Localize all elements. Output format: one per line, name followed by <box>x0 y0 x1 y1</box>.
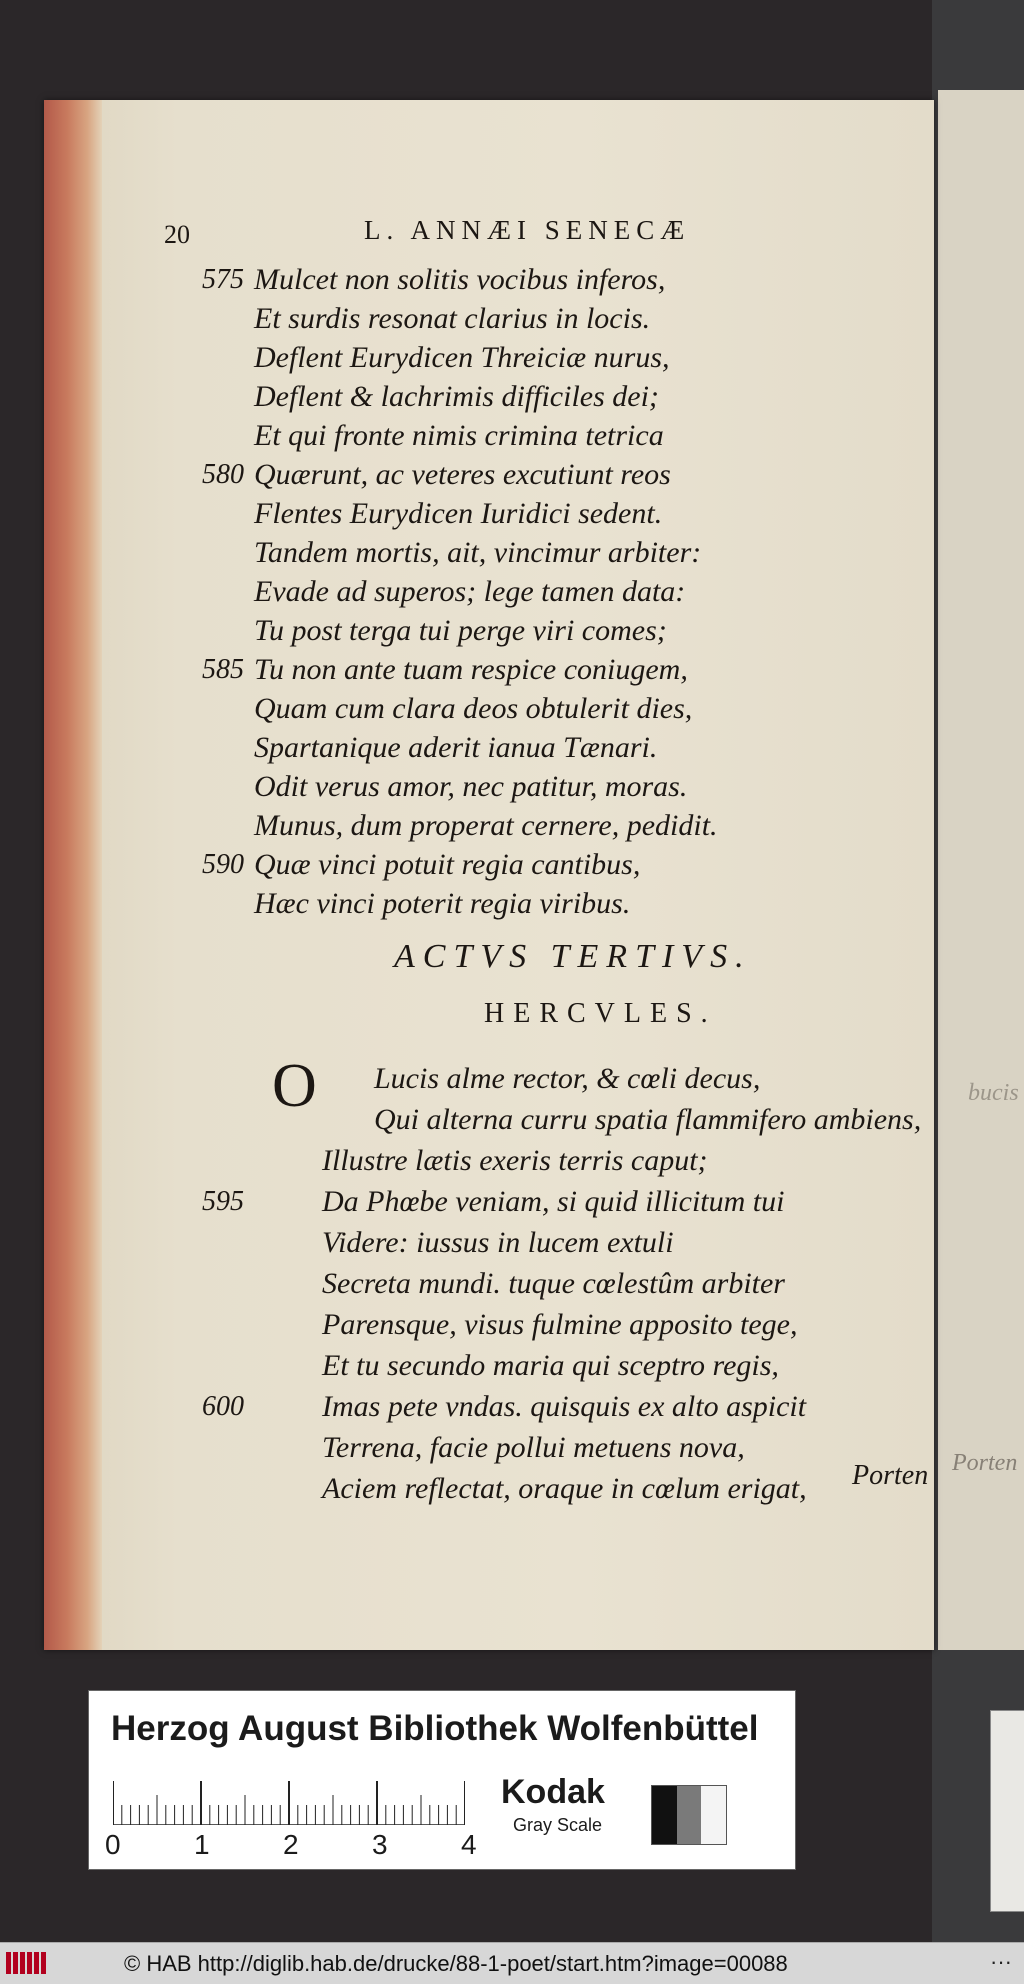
gray-patch <box>701 1786 726 1844</box>
verse-line <box>44 806 934 845</box>
ruler-number: 2 <box>283 1829 299 1860</box>
verse-text: Et qui fronte nimis crimina tetrica <box>254 419 664 452</box>
verse-line <box>44 884 934 923</box>
verse-text: Imas pete vndas. quisquis ex alto aspicit <box>322 1390 807 1423</box>
ruler-number: 4 <box>461 1829 477 1860</box>
verse-line <box>44 845 934 884</box>
verse-text: Mulcet non solitis vocibus inferos, <box>254 263 666 296</box>
gray-scale-patches <box>651 1785 727 1845</box>
gray-patch <box>652 1786 677 1844</box>
page-text <box>44 100 934 1650</box>
verse-line <box>44 689 934 728</box>
copyright-url: © HAB http://diglib.hab.de/drucke/88-1-poet/start.htm?image=00088 <box>124 1951 788 1976</box>
verse-line <box>44 1099 934 1140</box>
verse-line <box>44 338 934 377</box>
verse-text: Terrena, facie pollui metuens nova, <box>322 1431 745 1464</box>
ruler-number: 1 <box>194 1829 210 1860</box>
verse-line <box>44 1427 934 1468</box>
next-page-edge <box>938 90 1024 1650</box>
verse-text: Hæc vinci poterit regia viribus. <box>254 887 631 920</box>
verse-line <box>44 1263 934 1304</box>
verse-line <box>44 377 934 416</box>
line-number: 590 <box>202 849 244 880</box>
verse-text: Deflent & lachrimis difficiles dei; <box>254 380 659 413</box>
verse-text: Parensque, visus fulmine apposito tege, <box>322 1308 798 1341</box>
speaker-name: HERCVLES. <box>484 998 717 1029</box>
line-number: 595 <box>202 1186 244 1217</box>
verse-text: Qui alterna curru spatia flammifero ambiens, <box>374 1103 922 1136</box>
scale-ruler <box>113 1781 465 1825</box>
hab-logo-icon <box>6 1952 46 1974</box>
verse-line <box>44 572 934 611</box>
verse-line <box>44 611 934 650</box>
catchword: Porten <box>852 1460 929 1491</box>
verse-text: Deflent Eurydicen Threiciæ nurus, <box>254 341 670 374</box>
verse-text: Illustre lætis exeris terris caput; <box>322 1144 708 1177</box>
verse-text: Videre: iussus in lucem extuli <box>322 1226 674 1259</box>
gray-scale-label: Gray Scale <box>513 1815 603 1835</box>
verse-line <box>44 299 934 338</box>
kodak-brand: Kodak <box>501 1773 605 1811</box>
verse-text: Flentes Eurydicen Iuridici sedent. <box>254 497 663 530</box>
verse-line <box>44 1222 934 1263</box>
verse-line <box>44 416 934 455</box>
verse-line <box>44 1140 934 1181</box>
verse-line <box>44 767 934 806</box>
verse-text: Tandem mortis, ait, vincimur arbiter: <box>254 536 702 569</box>
verse-line <box>44 1058 934 1099</box>
line-number: 575 <box>202 264 244 295</box>
more-options-icon[interactable]: ··· <box>990 1949 1012 1974</box>
verse-line <box>44 1386 934 1427</box>
verse-text: Munus, dum properat cernere, pedidit. <box>254 809 718 842</box>
verse-line <box>44 1181 934 1222</box>
verse-text: Spartanique aderit ianua Tænari. <box>254 731 658 764</box>
library-name: Herzog August Bibliothek Wolfenbüttel <box>111 1709 759 1748</box>
verse-block-hercules <box>44 1058 934 1509</box>
verse-text: Quæ vinci potuit regia cantibus, <box>254 848 641 881</box>
verse-text: Tu non ante tuam respice coniugem, <box>254 653 688 686</box>
verse-text: Evade ad superos; lege tamen data: <box>254 575 686 608</box>
act-title: ACTVS TERTIVS. <box>394 938 752 975</box>
next-page-ghost-catchword: Porten <box>952 1450 1018 1476</box>
verse-line <box>44 260 934 299</box>
ruler-number: 3 <box>372 1829 388 1860</box>
verse-line <box>44 728 934 767</box>
verse-line <box>44 455 934 494</box>
verse-line <box>44 1304 934 1345</box>
verse-text: Quam cum clara deos obtulerit dies, <box>254 692 693 725</box>
next-page-ghost-text: bucis <box>968 1080 1019 1106</box>
verse-text: Da Phœbe veniam, si quid illicitum tui <box>322 1185 785 1218</box>
ruler-number: 0 <box>105 1829 121 1860</box>
verse-text: Odit verus amor, nec patitur, moras. <box>254 770 688 803</box>
line-number: 600 <box>202 1391 244 1422</box>
gray-patch <box>677 1786 702 1844</box>
verse-block-chorus <box>44 260 934 923</box>
verse-text: Et surdis resonat clarius in locis. <box>254 302 651 335</box>
verse-line <box>44 494 934 533</box>
verse-text: Et tu secundo maria qui sceptro regis, <box>322 1349 779 1382</box>
line-number: 585 <box>202 654 244 685</box>
verse-text: Secreta mundi. tuque cœlestûm arbiter <box>322 1267 785 1300</box>
verse-text: Quærunt, ac veteres excutiunt reos <box>254 458 671 491</box>
verse-text: Tu post terga tui perge viri comes; <box>254 614 667 647</box>
verse-text: Aciem reflectat, oraque in cœlum erigat, <box>322 1472 807 1505</box>
adjacent-target-card <box>990 1710 1024 1912</box>
running-header: L. ANNÆI SENECÆ <box>364 215 691 245</box>
book-page <box>44 100 934 1650</box>
verse-line <box>44 533 934 572</box>
verse-line <box>44 650 934 689</box>
status-bar <box>0 1942 1024 1984</box>
page-number: 20 <box>164 220 190 249</box>
verse-text: Lucis alme rector, & cœli decus, <box>374 1062 761 1095</box>
line-number: 580 <box>202 459 244 490</box>
verse-line <box>44 1468 934 1509</box>
verse-line <box>44 1345 934 1386</box>
drop-cap: O <box>272 1052 317 1120</box>
color-target-card <box>88 1690 796 1870</box>
